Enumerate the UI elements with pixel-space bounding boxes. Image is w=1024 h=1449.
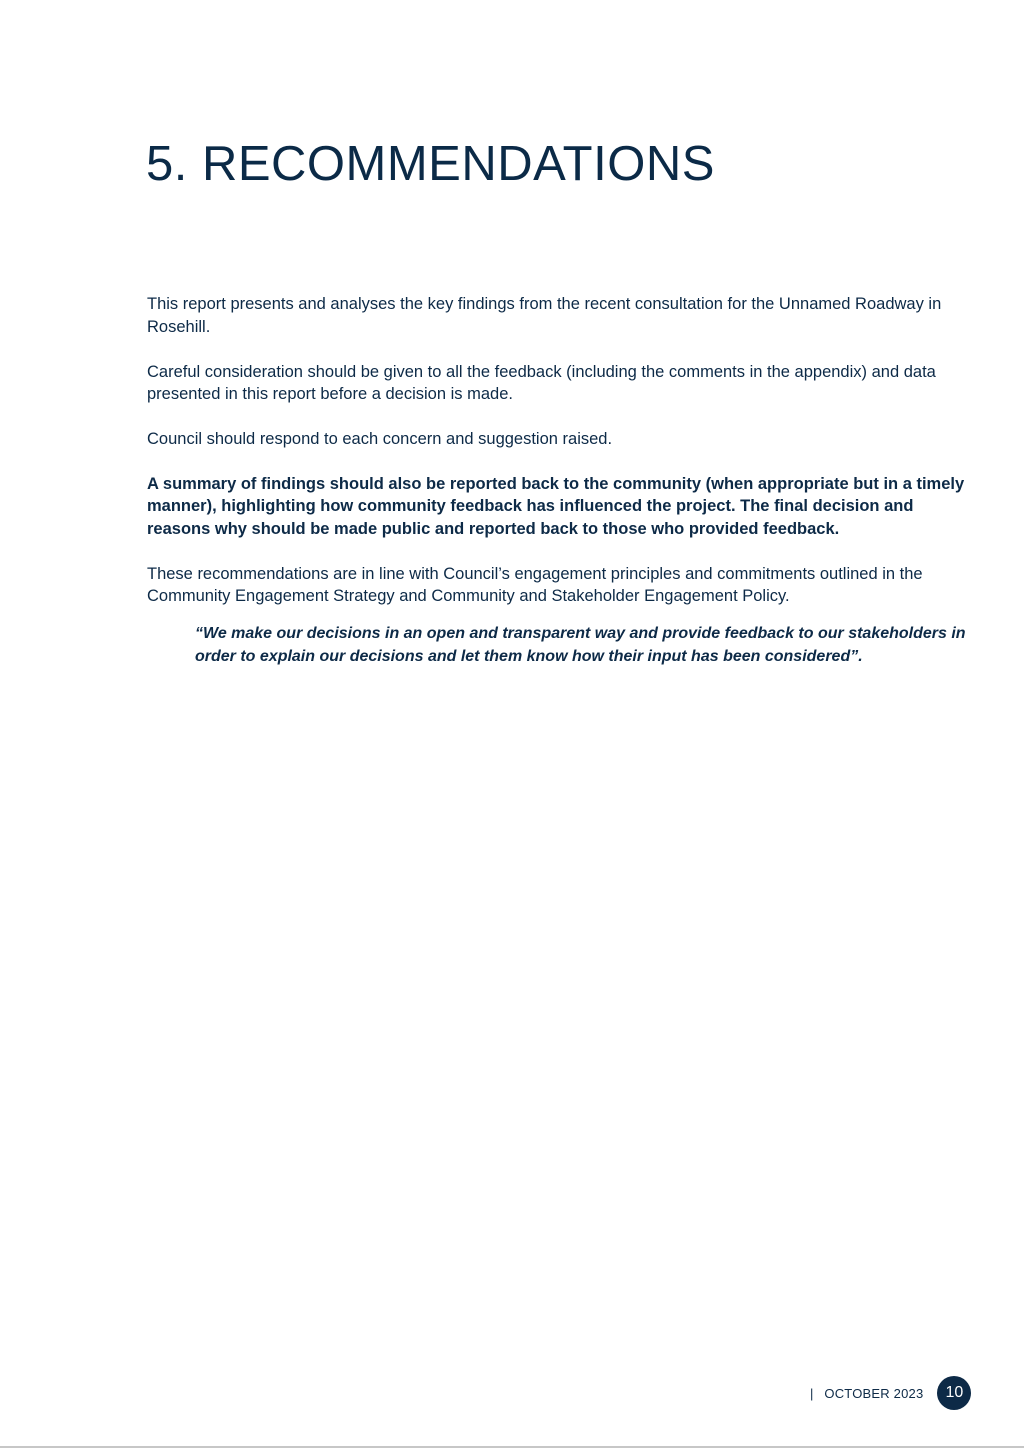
body-content (147, 293, 967, 668)
policy-quote: “We make our decisions in an open and transparent way and provide feedback to our stakeholders in order to explain our decisions and let them know how their input has been considered”. (195, 624, 966, 665)
paragraph-engagement-principles: These recommendations are in line with Council’s engagement principles and commitments outlined in the Community Engagement Strategy and Community and Stakeholder Engagement Policy. (147, 564, 923, 606)
paragraph-consideration: Careful consideration should be given to all the feedback (including the comments in the appendix) and data presented in this report before a decision is made. (147, 362, 936, 403)
page-footer (810, 1376, 971, 1410)
paragraph-respond: Council should respond to each concern and suggestion raised. (147, 430, 613, 448)
page-title: 5. RECOMMENDATIONS (146, 137, 715, 191)
page-number-badge: 10 (937, 1376, 971, 1410)
footer-date: OCTOBER 2023 (824, 1385, 924, 1401)
footer-divider: | (810, 1385, 814, 1401)
paragraph-summary-findings: A summary of findings should also be reported back to the community (when appropriate but in a timely manner), highlighting how community feedback has influenced the project. The final decision and reasons why should be made public and reported back to those who provided feedback. (147, 475, 965, 538)
bottom-divider (0, 1446, 1024, 1448)
paragraph-intro: This report presents and analyses the key findings from the recent consultation for the Unnamed Roadway in Rosehill. (147, 295, 942, 336)
